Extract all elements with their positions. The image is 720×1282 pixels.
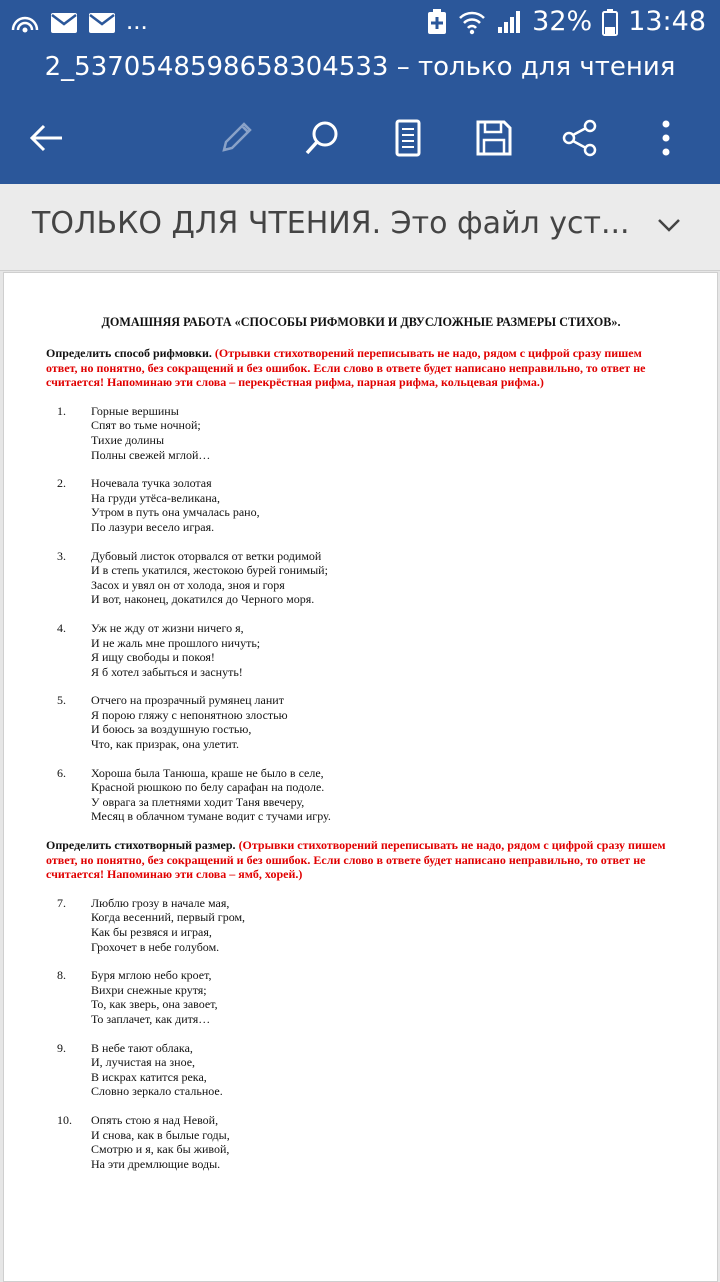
share-button[interactable] (550, 108, 610, 168)
poem-number-text: 8. (57, 968, 66, 983)
poem-line: Я ищу свободы и покоя! (91, 650, 215, 665)
chevron-down-icon (654, 210, 684, 240)
poem-number-text: 5. (57, 693, 66, 708)
app-bar (0, 0, 720, 184)
poem-lines (91, 766, 331, 824)
poem-number-text: 2. (57, 476, 66, 491)
share-icon (560, 118, 600, 158)
expand-banner-button[interactable] (654, 210, 684, 245)
poem-number (46, 404, 91, 462)
poem-line: Буря мглою небо кроет, (91, 968, 212, 983)
poem-line: Хороша была Танюша, краше не было в селе, (91, 765, 324, 780)
poem-number-text: 9. (57, 1040, 66, 1055)
poem-lines (91, 476, 260, 534)
poem-number (46, 968, 91, 1026)
poem-item (46, 896, 666, 954)
poem-line: По лазури весело играя. (91, 519, 215, 534)
signal-icon (496, 9, 522, 35)
poem-line: Словно зеркало стальное. (91, 1084, 223, 1099)
poem-line: Уж не жду от жизни ничего я, (91, 620, 244, 635)
poem-number (46, 1113, 91, 1171)
document-title: 2_5370548598658304533 – только для чтения (44, 52, 676, 82)
poem-item (46, 968, 666, 1026)
poem-line: Полны свежей мглой… (91, 447, 211, 462)
poem-number-text: 10. (57, 1112, 72, 1127)
battery-icon (602, 8, 618, 36)
poem-item (46, 766, 666, 824)
poem-line: И вот, наконец, докатился до Черного моря. (91, 592, 315, 607)
poem-line: На груди утёса-великана, (91, 490, 220, 505)
poem-item (46, 404, 666, 462)
poem-line: Люблю грозу в начале мая, (91, 895, 230, 910)
poem-line: Грохочет в небе голубом. (91, 939, 220, 954)
document-view-icon (388, 118, 428, 158)
search-button[interactable] (292, 108, 352, 168)
poem-lines (91, 1041, 223, 1099)
poem-lines (91, 404, 210, 462)
poem-line: Когда весенний, первый гром, (91, 910, 246, 925)
poem-line: И в степь укатился, жестокою бурей гонимый; (91, 563, 328, 578)
save-icon (474, 118, 514, 158)
poem-line: И, лучистая на зное, (91, 1055, 196, 1070)
poem-item (46, 1041, 666, 1099)
more-vertical-icon (646, 118, 686, 158)
more-options-button[interactable] (636, 108, 696, 168)
poem-line: У оврага за плетнями ходит Таня ввечеру, (91, 794, 305, 809)
document-page[interactable] (3, 272, 718, 1282)
battery-saver-icon (426, 8, 448, 36)
more-notifications: ... (126, 4, 148, 35)
poem-line: Горные вершины (91, 403, 179, 418)
document-heading: ДОМАШНЯЯ РАБОТА «СПОСОБЫ РИФМОВКИ И ДВУСЛОЖНЫЕ РАЗМЕРЫ СТИХОВ». (101, 315, 621, 329)
poem-number-text: 7. (57, 895, 66, 910)
poem-line: Ночевала тучка золотая (91, 476, 212, 491)
reading-view-button[interactable] (378, 108, 438, 168)
poem-item (46, 476, 666, 534)
poem-number (46, 693, 91, 751)
poem-line: Как бы резвяся и играя, (91, 925, 212, 939)
poem-number-text: 3. (57, 548, 66, 563)
poem-number-text: 1. (57, 403, 66, 418)
poem-line: В искрах катится река, (91, 1069, 207, 1084)
poem-line: И боюсь за воздушную гостью, (91, 722, 252, 737)
poem-lines (91, 1113, 230, 1171)
poem-line: Утром в путь она умчалась рано, (91, 505, 260, 520)
banner-text: ТОЛЬКО ДЛЯ ЧТЕНИЯ. Это файл уст... (32, 206, 630, 241)
poem-line: То, как зверь, она завоет, (91, 997, 218, 1012)
poem-item (46, 693, 666, 751)
poem-line: Засох и увял он от холода, зноя и горя (91, 577, 285, 592)
poem-lines (91, 896, 245, 954)
edit-button[interactable] (206, 108, 266, 168)
poem-item (46, 621, 666, 679)
poem-line: Спят во тьме ночной; (91, 418, 201, 433)
clock: 13:48 (628, 6, 706, 37)
poem-number (46, 621, 91, 679)
document-body (46, 315, 666, 1171)
poem-list-rhyme (46, 404, 666, 824)
wifi-icon (458, 9, 486, 35)
task-1 (46, 346, 666, 390)
status-bar (0, 0, 720, 50)
task-1-label: Определить способ рифмовки. (46, 346, 212, 360)
poem-number-text: 4. (57, 620, 66, 635)
poem-item (46, 549, 666, 607)
poem-number (46, 476, 91, 534)
poem-line: В небе тают облака, (91, 1040, 193, 1055)
poem-item (46, 1113, 666, 1171)
poem-line: Вихри снежные крутя; (91, 982, 207, 997)
search-icon (302, 118, 342, 158)
task-2-note: (Отрывки стихотворений переписывать не надо, рядом с цифрой сразу пишем ответ, но понятно, без сокращений и без ошибок. Если слово в ответе будет написано неправильно, то ответ не считается! Напоминаю эти слова – ямб, хорей.) (46, 838, 666, 882)
toolbar (0, 108, 720, 168)
poem-lines (91, 968, 218, 1026)
back-arrow-icon (26, 118, 66, 158)
read-only-banner[interactable] (0, 184, 720, 271)
poem-line: И снова, как в былые годы, (91, 1127, 230, 1142)
poem-number (46, 766, 91, 824)
task-2-label: Определить стихотворный размер. (46, 838, 236, 853)
poem-number (46, 549, 91, 607)
poem-lines (91, 621, 260, 679)
poem-line: Красной рюшкою по белу сарафан на подоле. (91, 780, 325, 795)
battery-percent: 32% (532, 6, 593, 37)
poem-number (46, 896, 91, 954)
poem-lines (91, 549, 328, 607)
cast-icon (10, 10, 40, 36)
save-button[interactable] (464, 108, 524, 168)
poem-line: То заплачет, как дитя… (91, 1011, 211, 1026)
mail-icon-2 (88, 12, 116, 34)
poem-number (46, 1041, 91, 1099)
task-2 (46, 838, 666, 882)
task-1-note: (Отрывки стихотворений переписывать не надо, рядом с цифрой сразу пишем ответ, но понятно, без сокращений и без ошибок. Если слово в ответе будет написано неправильно, то ответ не считается! Напоминаю эти слова – перекрёстная рифма, парная рифма, кольцевая рифма.) (46, 346, 646, 390)
poem-line: И не жаль мне прошлого ничуть; (91, 635, 261, 650)
back-button[interactable] (16, 108, 76, 168)
poem-line: Дубовый листок оторвался от ветки родимой (91, 548, 322, 563)
pencil-icon (216, 118, 256, 158)
poem-number-text: 6. (57, 765, 66, 780)
poem-lines (91, 693, 288, 751)
poem-line: Я порою гляжу с непонятною злостью (91, 707, 288, 722)
poem-line: Смотрю и я, как бы живой, (91, 1142, 230, 1157)
poem-line: Месяц в облачном тумане водит с тучами игру. (91, 809, 331, 824)
poem-line: Я б хотел забыться и заснуть! (91, 664, 243, 679)
poem-line: Тихие долины (91, 432, 165, 447)
mail-icon (50, 12, 78, 34)
poem-line: На эти дремлющие воды. (91, 1156, 221, 1171)
poem-line: Отчего на прозрачный румянец ланит (91, 693, 284, 708)
poem-line: Что, как призрак, она улетит. (91, 737, 239, 752)
poem-line: Опять стою я над Невой, (91, 1112, 219, 1127)
poem-list-meter (46, 896, 666, 1172)
